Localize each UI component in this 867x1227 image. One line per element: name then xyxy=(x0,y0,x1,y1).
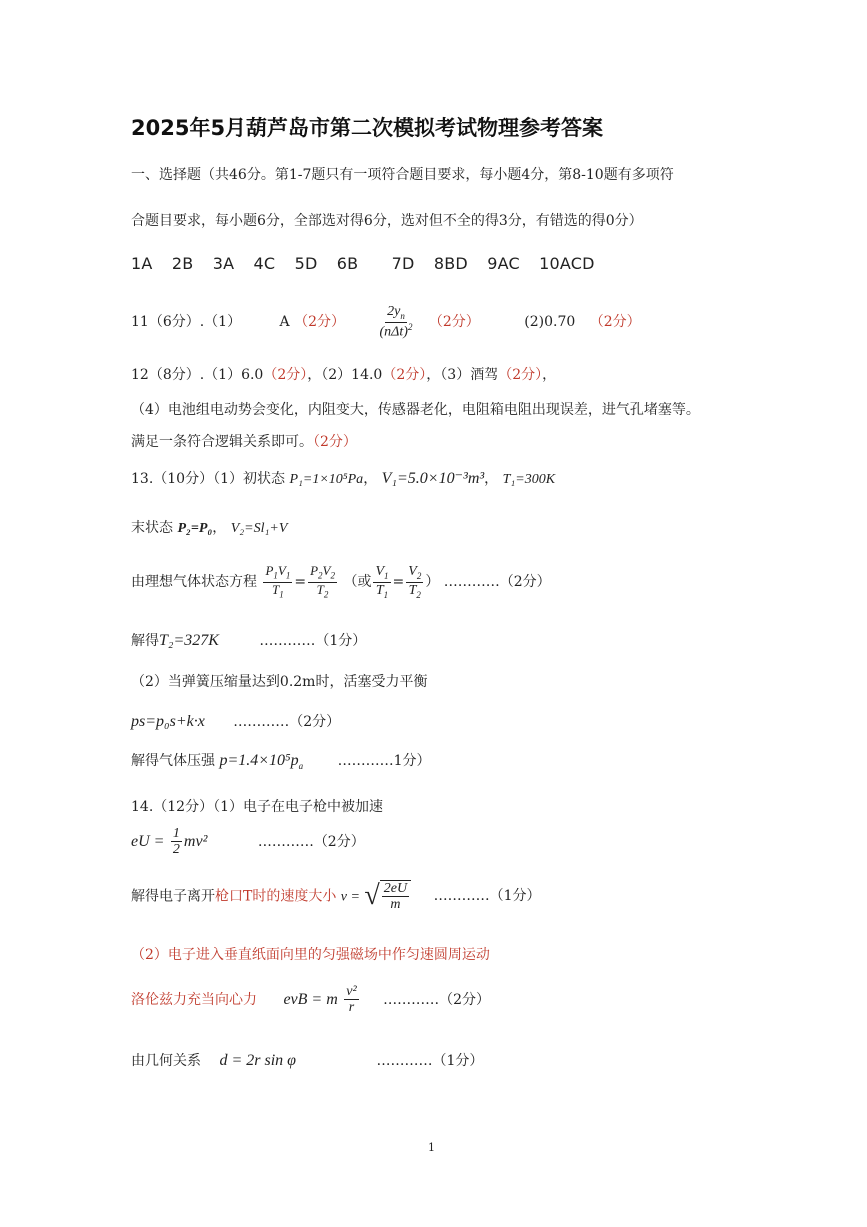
q12-part2: ，（2）14.0 xyxy=(307,367,383,383)
q11-score1: （2分） xyxy=(294,313,346,330)
q12-score3: （2分） xyxy=(498,367,543,383)
q13-line4 xyxy=(131,630,366,650)
q13-l4-prefix: 解得 xyxy=(131,633,159,649)
q13-l2-prefix: 末状态 xyxy=(131,520,173,536)
answer-9: 9AC xyxy=(487,254,520,273)
q13-prefix: 13.（10分）（1）初状态 xyxy=(131,471,285,487)
q14-centripetal-fraction xyxy=(344,984,358,1016)
q12-line1 xyxy=(131,364,556,384)
q14-l2-lhs: eU = xyxy=(131,832,165,850)
q13-or: （或 xyxy=(343,574,372,591)
page-number: 1 xyxy=(428,1141,435,1154)
sqrt-sign-icon: √ xyxy=(364,880,380,912)
q13-p2: P₂=P₀ xyxy=(177,521,213,536)
q14-line1: 14.（12分）（1）电子在电子枪中被加速 xyxy=(131,799,383,815)
q13-l3-dots: …………（2分） xyxy=(443,574,551,591)
q13-t1: T₁=300K xyxy=(502,472,556,487)
answer-4: 4C xyxy=(253,254,276,273)
answer-6: 6B xyxy=(336,254,359,273)
q11-den: (nΔt) xyxy=(379,324,408,340)
q14-l5-lhs: evB = m xyxy=(283,990,338,1008)
answer-3: 3A xyxy=(212,254,235,273)
q14-l3-v: v = xyxy=(340,889,360,905)
q11-score3: （2分） xyxy=(589,313,641,330)
q11-den-sup: 2 xyxy=(407,321,413,332)
q12-line3 xyxy=(131,431,357,451)
section1-intro-line2: 合题目要求，每小题6分，全部选对得6分，选对但不全的得3分，有错选的得0分） xyxy=(131,213,643,229)
q13-l6-dots: …………（2分） xyxy=(233,714,341,730)
q14-half-den: 2 xyxy=(172,842,180,858)
q13-l7-prefix: 解得气体压强 xyxy=(131,753,215,769)
q11-answer2: (2)0.70 xyxy=(524,313,576,330)
q14-line6 xyxy=(131,1050,483,1070)
q14-sqrt-num: 2eU xyxy=(383,881,408,896)
q14-l6-dots: …………（1分） xyxy=(376,1053,484,1069)
q13-pressure-value: p=1.4×10⁵p xyxy=(219,752,299,769)
q14-geometry-eq: d = 2r sin φ xyxy=(219,1052,296,1069)
q13-force-eq: ps=p₀s+k·x xyxy=(131,713,205,730)
q14-l3-red: 枪口T时的速度大小 xyxy=(215,888,337,905)
q13-close: ） xyxy=(425,574,440,591)
q14-l5-den: r xyxy=(348,1000,355,1016)
q14-l6-prefix: 由几何关系 xyxy=(131,1053,201,1069)
q12-line3-text: 满足一条符合逻辑关系即可。 xyxy=(131,434,313,450)
q14-l3-prefix: 解得电子离开 xyxy=(131,888,215,905)
gas-equation-rhs: $\frac{P_2V_2}{T_2}$ xyxy=(310,563,335,600)
q14-sqrt xyxy=(364,880,411,913)
answer-5: 5D xyxy=(294,254,318,273)
q12-score1: （2分） xyxy=(263,367,308,383)
q12-score2: （2分） xyxy=(382,367,427,383)
gas-equation-lhs: $\frac{P_1V_1}{T_1}$ xyxy=(265,563,291,600)
answer-8: 8BD xyxy=(433,254,468,273)
q14-l5-red: 洛伦兹力充当向心力 xyxy=(131,991,257,1008)
q13-line5: （2）当弹簧压缩量达到0.2m时，活塞受力平衡 xyxy=(131,674,428,690)
q12-part3: ，（3）酒驾 xyxy=(426,367,499,383)
choice-answers xyxy=(131,254,609,273)
section1-intro-line1: 一、选择题（共46分。第1-7题只有一项符合题目要求，每小题4分，第8-10题有多项符 xyxy=(131,167,674,183)
q14-line4: （2）电子进入垂直纸面向里的匀强磁场中作匀速圆周运动 xyxy=(131,947,490,963)
q14-line3 xyxy=(131,880,541,913)
q13-l7-dots: …………1分） xyxy=(337,753,431,769)
q13-v2: V₂=Sl₁+V xyxy=(230,521,288,536)
q11-fraction xyxy=(378,304,415,340)
q12-score4: （2分） xyxy=(313,434,357,450)
q13-p1: P₁=1×10⁵Pa xyxy=(289,472,364,487)
q13-line2: 末状态 P₂=P₀， V₂=Sl₁+V xyxy=(131,520,288,536)
q14-l3-dots: …………（1分） xyxy=(433,888,541,905)
q13-l4-dots: …………（1分） xyxy=(259,633,367,649)
q11-score2: （2分） xyxy=(428,313,480,330)
q11-num-sub: n xyxy=(400,310,405,321)
q11-line xyxy=(131,304,641,340)
answer-10: 10ACD xyxy=(539,254,595,273)
q13-pressure-sub: a xyxy=(298,761,304,772)
q13-pressure-eq xyxy=(219,752,304,772)
q14-line5 xyxy=(131,984,490,1016)
q11-num: 2y xyxy=(387,304,401,319)
q13-l3-prefix: 由理想气体状态方程 xyxy=(131,574,257,591)
q14-l2-rhs: mv² xyxy=(183,832,208,850)
q14-half-fraction xyxy=(171,826,182,858)
gas-ratio-lhs: $\frac{V_1}{T_1}$ xyxy=(375,564,389,600)
q13-line6 xyxy=(131,711,340,731)
answer-7: 7D xyxy=(391,254,415,273)
page-title: 2025年5月葫芦岛市第二次模拟考试物理参考答案 xyxy=(131,116,604,140)
q12-line2: （4）电池组电动势会变化，内阻变大，传感器老化，电阻箱电阻出现误差，进气孔堵塞等。 xyxy=(131,402,700,418)
q13-line3: 由理想气体状态方程 $\frac{P_1V_1}{T_1}$ = $\frac{P_2V_2}{T_2}$ （或 $\frac{V_1}{T_1}$ = $\frac{V_2}{T_2}$ ） …………（2分） xyxy=(131,563,551,600)
q13-t2: T₂=327K xyxy=(159,632,219,649)
q13-line7 xyxy=(131,750,430,771)
answer-2: 2B xyxy=(171,254,194,273)
q14-sqrt-den: m xyxy=(390,897,401,913)
gas-ratio-rhs: $\frac{V_2}{T_2}$ xyxy=(408,564,422,600)
q14-l5-dots: …………（2分） xyxy=(383,991,491,1008)
q14-half-num: 1 xyxy=(172,826,180,841)
q14-line2 xyxy=(131,826,365,858)
q14-l2-dots: …………（2分） xyxy=(257,833,365,850)
q12-part1: 12（8分）.（1）6.0 xyxy=(131,367,264,383)
q13-line1: 13.（10分）（1）初状态 P₁=1×10⁵Pa， V₁=5.0×10⁻³m³， T₁=300K xyxy=(131,470,556,487)
q11-answer1: A xyxy=(279,313,290,330)
q13-v1: V₁=5.0×10⁻³m³ xyxy=(381,470,485,487)
q14-l5-num: v² xyxy=(346,984,357,999)
answer-1: 1A xyxy=(131,254,153,273)
q12-end: ， xyxy=(542,367,557,383)
q11-prefix: 11（6分）.（1） xyxy=(131,313,242,330)
